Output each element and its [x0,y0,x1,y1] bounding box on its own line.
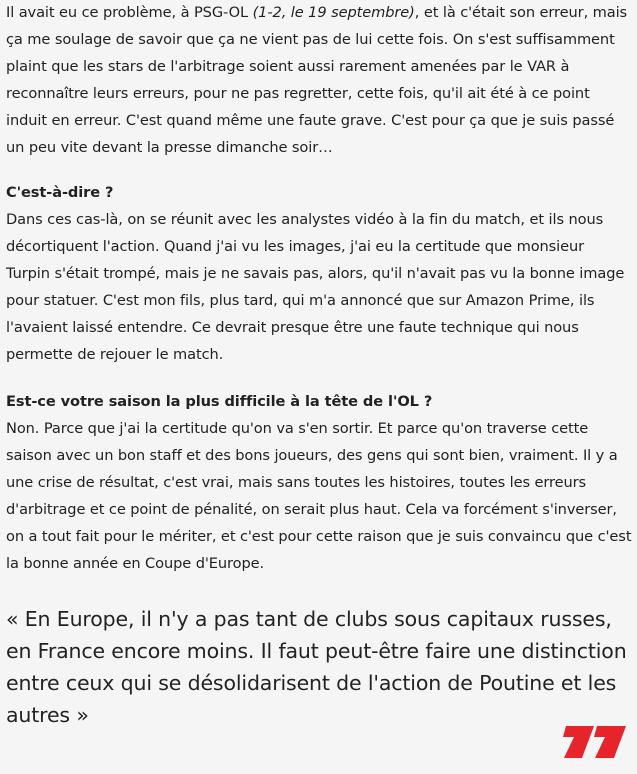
closing-quote-icon-graphic [560,724,630,760]
paragraph-1-text-end: , et là c'était son erreur, mais ça me soulage de savoir que ça ne vient pas de lui cette fois. On s'est suffisamment plaint que les stars de l'arbitrage soient aussi rarement amenées par le VAR à reconnaître leurs erreurs, pour ne pas regretter, cette fois, qu'il ait été à ce point induit en erreur. C'est quand même une faute grave. C'est pour ça que je suis passé un peu vite devant la presse dimanche soir… [6,4,628,156]
question-heading-2: Est-ce votre saison la plus difficile à la tête de l'OL ? [6,393,433,410]
article-body [6,0,632,731]
paragraph-2: Dans ces cas-là, on se réunit avec les analystes vidéo à la fin du match, et ils nous décortiquent l'action. Quand j'ai vu les images, j'ai eu la certitude que monsieur Turpin s'était trompé, mais je ne savais pas, alors, qu'il n'avait pas vu la bonne image pour statuer. C'est mon fils, plus tard, qui m'a annoncé que sur Amazon Prime, ils l'avaient laissé entendre. Ce devrait presque être une faute technique qui nous permette de rejouer le match. [6,211,625,363]
pull-quote: « En Europe, il n'y a pas tant de clubs sous capitaux russes, en France encore moins. Il faut peut-être faire une distinction entre ceux qui se désolidarisent de l'action de Poutine et les autres » [6,607,627,727]
quote-mark-left [563,726,594,758]
paragraph-1-text-start: Il avait eu ce problème, à PSG-OL [6,4,253,21]
match-score-note: (1-2, le 19 septembre) [252,4,415,21]
closing-quote-icon [560,724,630,760]
paragraph-3: Non. Parce que j'ai la certitude qu'on va s'en sortir. Et parce qu'on traverse cette saison avec un bon staff et des bons joueurs, des gens qui sont bien, vraiment. Il y a une crise de résultat, c'est vrai, mais sans toutes les histoires, toutes les erreurs d'arbitrage et ce point de pénalité, on serait plus haut. Cela va forcément s'inverser, on a tout fait pour le mériter, et c'est pour cette raison que je suis convaincu que c'est la bonne année en Coupe d'Europe. [6,420,632,572]
paragraph-1 [6,0,632,161]
question-heading-1: C'est-à-dire ? [6,184,114,201]
quote-mark-right [594,726,626,758]
